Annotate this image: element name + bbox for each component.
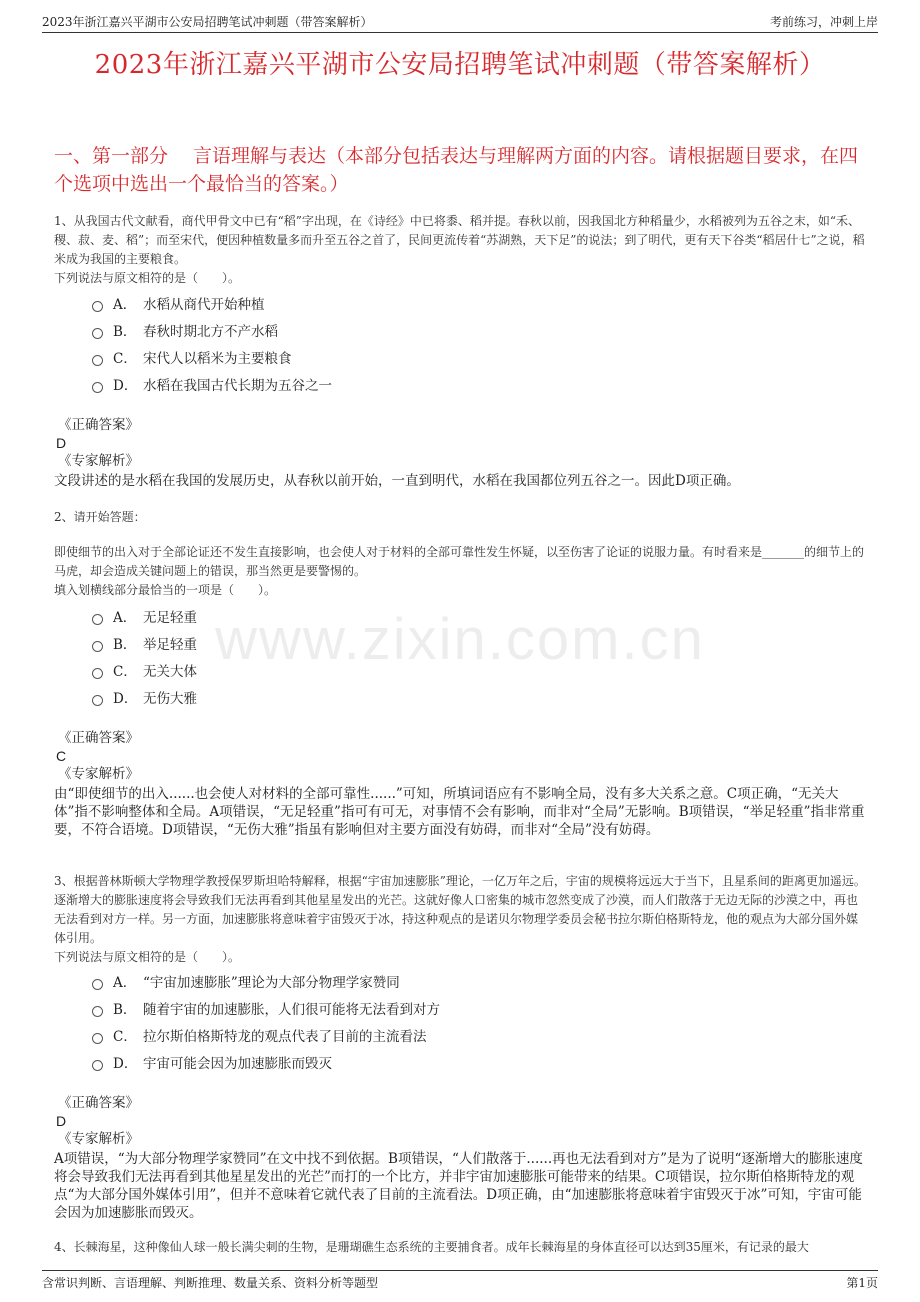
option-letter: D． xyxy=(113,690,138,707)
question-text: 1、从我国古代文献看，商代甲骨文中已有“稻”字出现，在《诗经》中已将黍、稻并提。春秋以前，因我国北方种稻量少，水稻被列为五谷之末，如“禾、稷、菽、麦、稻”；而至宋代，便因种植数量多而升至五谷之首了，民间更流传着“苏湖熟，天下足”的说法；到了明代，更有天下谷类“稻居什七”之说，稻米成为我国的主要粮食。 xyxy=(54,214,865,266)
question-prompt: 下列说法与原文相符的是（ ）。 xyxy=(54,271,241,285)
page-footer xyxy=(42,1270,878,1295)
answer-analysis: A项错误，“为大部分物理学家赞同”在文中找不到依据。B项错误，“人们散落于......再也无法看到对方”是为了说明“逐渐增大的膨胀速度将会导致我们无法再看到其他星星发出的光芒”而打的一个比方，并非宇宙加速膨胀可能带来的结果。C项错误，拉尔斯伯格斯特龙的观点“为大部分国外媒体引用”，但并不意味着它就代表了目前的主流看法。D项正确，由“加速膨胀将意味着宇宙毁灭于冰”可知，宇宙可能会因为加速膨胀而毁灭。 xyxy=(54,1151,863,1221)
option-text: “宇宙加速膨胀”理论为大部分物理学家赞同 xyxy=(143,974,400,991)
header-title: 2023年浙江嘉兴平湖市公安局招聘笔试冲刺题（带答案解析） xyxy=(42,15,373,29)
answer-letter: D xyxy=(56,1113,67,1129)
option-text: 随着宇宙的加速膨胀，人们很可能将无法看到对方 xyxy=(143,1001,440,1018)
option-a[interactable] xyxy=(92,967,440,994)
answer-analysis: 由“即使细节的出入......也会使人对材料的全部可靠性......”可知，所填词语应有不影响全局，没有多大关系之意。C项正确，“无关大体”指不影响整体和全局。A项错误，“无足轻重”指可有可无，对事情不会有影响，而非对“全局”无影响。B项错误，“举足轻重”指非常重要，不符合语境。D项错误，“无伤大雅”指虽有影响但对主要方面没有妨碍，而非对“全局”没有妨碍。 xyxy=(54,786,865,838)
question-1 xyxy=(54,212,866,288)
question-1-options xyxy=(92,289,332,397)
option-text: 无关大体 xyxy=(143,663,197,680)
question-1-answer xyxy=(54,416,866,490)
radio-icon[interactable] xyxy=(92,1006,103,1017)
option-d[interactable] xyxy=(92,370,332,397)
expert-label: 《专家解析》 xyxy=(58,453,139,469)
option-c[interactable] xyxy=(92,343,332,370)
question-3-options xyxy=(92,967,440,1075)
option-d[interactable] xyxy=(92,683,197,710)
section-heading: 一、第一部分 言语理解与表达（本部分包括表达与理解两方面的内容。请根据题目要求，在四个选项中选出一个最恰当的答案。） xyxy=(54,145,859,195)
option-text: 水稻从商代开始种植 xyxy=(143,296,265,313)
question-3 xyxy=(54,872,866,967)
option-letter: A． xyxy=(113,609,137,626)
option-text: 举足轻重 xyxy=(143,636,197,653)
option-letter: C． xyxy=(113,1028,137,1045)
radio-icon[interactable] xyxy=(92,695,103,706)
option-letter: A． xyxy=(113,296,137,313)
option-letter: B． xyxy=(113,1001,137,1018)
option-letter: A． xyxy=(113,974,137,991)
option-letter: B． xyxy=(113,323,137,340)
option-c[interactable] xyxy=(92,1021,440,1048)
option-text: 无足轻重 xyxy=(143,609,197,626)
option-text: 宋代人以稻米为主要粮食 xyxy=(143,350,292,367)
header-slogan: 考前练习，冲刺上岸 xyxy=(769,15,878,29)
question-3-answer xyxy=(54,1094,866,1222)
page-header xyxy=(42,10,878,33)
watermark: www.zixin.com.cn xyxy=(215,607,705,672)
expert-label: 《专家解析》 xyxy=(58,1131,139,1147)
answer-letter: D xyxy=(56,435,67,451)
question-text: 2、请开始答题： xyxy=(54,510,146,524)
question-prompt: 填入划横线部分最恰当的一项是（ ）。 xyxy=(54,583,277,597)
radio-icon[interactable] xyxy=(92,355,103,366)
option-text: 拉尔斯伯格斯特龙的观点代表了目前的主流看法 xyxy=(143,1028,427,1045)
answer-label: 《正确答案》 xyxy=(58,730,139,746)
radio-icon[interactable] xyxy=(92,1060,103,1071)
footer-topics: 含常识判断、言语理解、判断推理、数量关系、资料分析等题型 xyxy=(42,1276,379,1290)
option-letter: C． xyxy=(113,350,137,367)
option-letter: D． xyxy=(113,377,138,394)
question-prompt: 下列说法与原文相符的是（ ）。 xyxy=(54,950,241,964)
option-a[interactable] xyxy=(92,289,332,316)
answer-label: 《正确答案》 xyxy=(58,417,139,433)
question-2-answer xyxy=(54,729,866,839)
radio-icon[interactable] xyxy=(92,979,103,990)
expert-label: 《专家解析》 xyxy=(58,766,139,782)
answer-letter: C xyxy=(56,748,67,764)
option-text: 宇宙可能会因为加速膨胀而毁灭 xyxy=(143,1055,332,1072)
option-d[interactable] xyxy=(92,1048,440,1075)
option-b[interactable] xyxy=(92,316,332,343)
radio-icon[interactable] xyxy=(92,301,103,312)
option-b[interactable] xyxy=(92,994,440,1021)
answer-label: 《正确答案》 xyxy=(58,1095,139,1111)
option-letter: D． xyxy=(113,1055,138,1072)
option-text: 春秋时期北方不产水稻 xyxy=(143,323,278,340)
answer-analysis: 文段讲述的是水稻在我国的发展历史，从春秋以前开始，一直到明代，水稻在我国都位列五谷之一。因此D项正确。 xyxy=(54,473,740,489)
document-title: 2023年浙江嘉兴平湖市公安局招聘笔试冲刺题（带答案解析） xyxy=(94,50,826,80)
question-text: 3、根据普林斯顿大学物理学教授保罗斯坦哈特解释，根据“宇宙加速膨胀”理论，一亿万年之后，宇宙的规模将远远大于当下，且星系间的距离更加遥远。逐渐增大的膨胀速度将会导致我们无法再看到其他星星发出的光芒。这就好像人口密集的城市忽然变成了沙漠，而人们散落于无边无际的沙漠之中，再也无法看到对方一样。另一方面，加速膨胀将意味着宇宙毁灭于冰，持这种观点的是诺贝尔物理学委员会秘书拉尔斯伯格斯特龙，他的观点为大部分国外媒体引用。 xyxy=(54,874,866,945)
option-letter: C． xyxy=(113,663,137,680)
option-text: 水稻在我国古代长期为五谷之一 xyxy=(143,377,332,394)
radio-icon[interactable] xyxy=(92,382,103,393)
option-text: 无伤大雅 xyxy=(143,690,197,707)
page-number: 第1页 xyxy=(846,1276,878,1290)
radio-icon[interactable] xyxy=(92,328,103,339)
question-2 xyxy=(54,508,866,600)
question-body: 即使细节的出入对于全部论证还不发生直接影响，也会使人对于材料的全部可靠性发生怀疑，以至伤害了论证的说服力量。有时看来是_______的细节上的马虎，却会造成关键问题上的错误，那当然更是要警惕的。 xyxy=(54,545,865,578)
radio-icon[interactable] xyxy=(92,1033,103,1044)
question-4 xyxy=(54,1238,866,1257)
option-letter: B． xyxy=(113,636,137,653)
question-text: 4、长棘海星，这种像仙人球一般长满尖刺的生物，是珊瑚礁生态系统的主要捕食者。成年长棘海星的身体直径可以达到35厘米，有记录的最大 xyxy=(54,1240,809,1254)
